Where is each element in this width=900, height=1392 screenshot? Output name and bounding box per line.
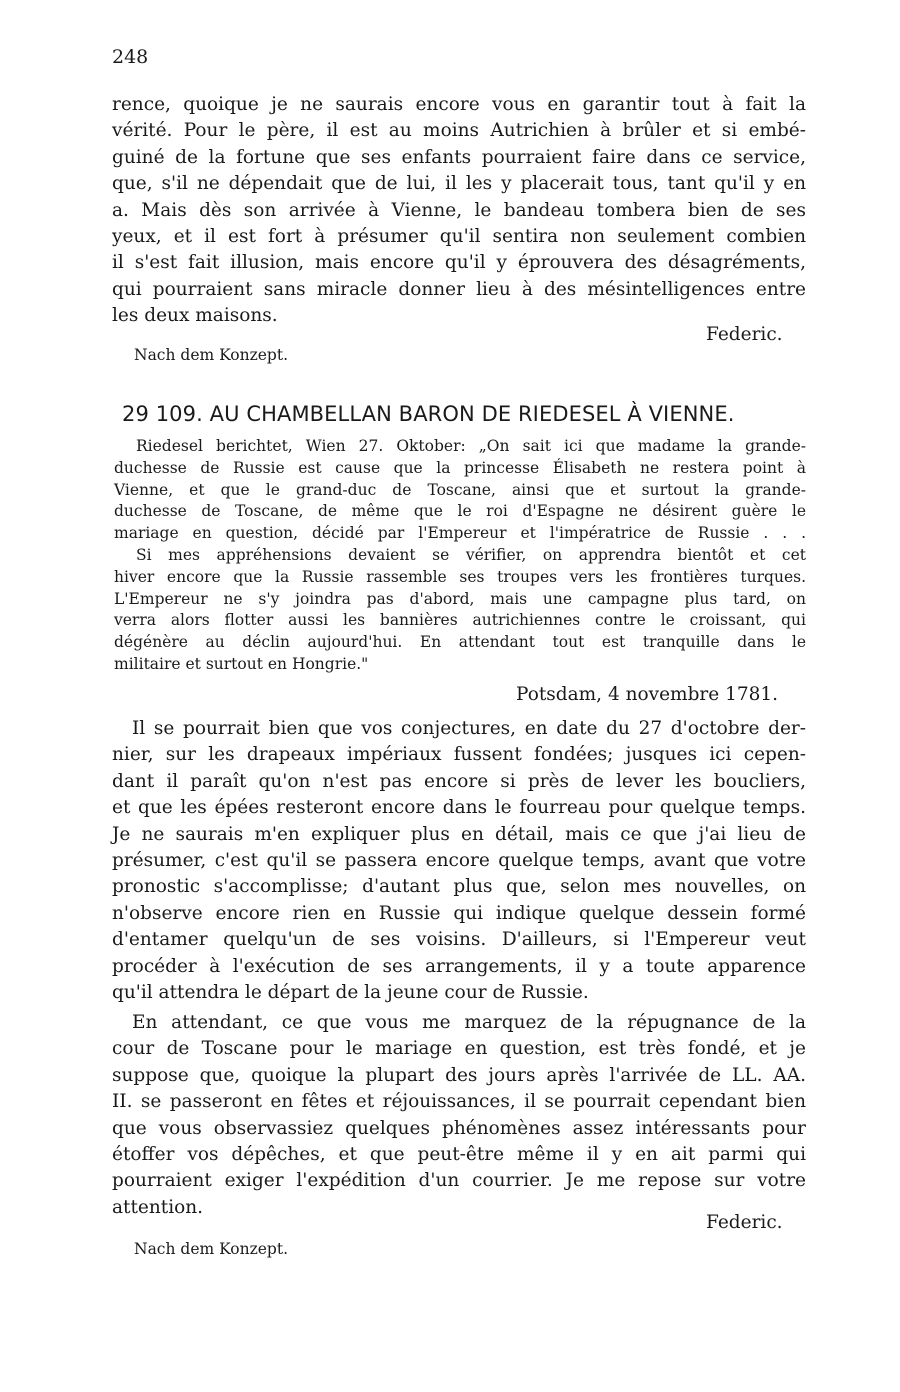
body-paragraph [112,716,806,1006]
text-line: militaire et surtout en Hongrie." [114,654,369,673]
text-line: présumer, c'est qu'il se passera encore quelque temps, avant que votre [112,850,806,872]
letter-heading: 29 109. AU CHAMBELLAN BARON DE RIEDESEL À VIENNE. [122,402,735,426]
signature: Federic. [706,1212,783,1233]
text-line: d'entamer quelqu'un de ses voisins. D'ailleurs, si l'Empereur veut [112,929,806,951]
source-note: Nach dem Konzept. [134,1240,289,1258]
text-line: Il se pourrait bien que vos conjectures, en date du 27 d'octobre der- [132,718,806,739]
text-line: étoffer vos dépêches, et que peut-être même il y en ait parmi qui [112,1144,806,1166]
source-note: Nach dem Konzept. [134,346,289,364]
text-line: rence, quoique je ne saurais encore vous en garantir tout à fait la [112,94,806,115]
text-line: qui pourraient sans miracle donner lieu à des mésintelligences entre [112,278,806,300]
letter-summary [114,436,806,676]
text-line: dant il paraît qu'on n'est pas encore si près de lever les boucliers, [112,770,806,792]
text-line: Je ne saurais m'en expliquer plus en détail, mais ce que j'ai lieu de [112,823,806,845]
text-line: Riedesel berichtet, Wien 27. Oktober: „On sait ici que madame la grande- [136,437,806,455]
text-line: suppose que, quoique la plupart des jours après l'arrivée de LL. AA. [112,1064,806,1086]
text-line: guiné de la fortune que ses enfants pourraient faire dans ce service, [112,146,806,168]
text-line: attention. [112,1196,204,1218]
top-paragraph [112,92,806,330]
text-line: pourraient exiger l'expédition d'un courrier. Je me repose sur votre [112,1170,806,1192]
page-number: 248 [112,46,149,68]
text-line: En attendant, ce que vous me marquez de la répugnance de la [132,1012,806,1033]
text-line: cour de Toscane pour le mariage en question, est très fondé, et je [112,1038,806,1060]
text-line: verra alors flotter aussi les bannières autrichiennes contre le croissant, qui [114,611,806,630]
text-line: procéder à l'exécution de ses arrangements, il y a toute apparence [112,955,806,977]
text-line: et que les épées resteront encore dans le fourreau pour quelque temps. [112,797,806,819]
text-line: Vienne, et que le grand-duc de Toscane, ainsi que et surtout la grande- [114,480,806,499]
text-line: qu'il attendra le départ de la jeune cour de Russie. [112,982,589,1004]
text-line: n'observe encore rien en Russie qui indique quelque dessein formé [112,902,806,924]
dateline: Potsdam, 4 novembre 1781. [516,684,779,705]
text-line: nier, sur les drapeaux impériaux fussent fondées; jusques ici cepen- [112,744,806,766]
text-line: il s'est fait illusion, mais encore qu'il y éprouvera des désagréments, [112,252,806,274]
text-line: duchesse de Russie est cause que la princesse Élisabeth ne restera point à [114,458,806,477]
text-line: que, s'il ne dépendait que de lui, il les y placerait tous, tant qu'il y en [112,173,806,195]
text-line: yeux, et il est fort à présumer qu'il sentira non seulement combien [112,226,806,248]
text-line: les deux maisons. [112,305,278,327]
text-line: a. Mais dès son arrivée à Vienne, le bandeau tombera bien de ses [112,199,806,221]
text-line: L'Empereur ne s'y joindra pas d'abord, mais une campagne plus tard, on [114,589,806,608]
text-line: dégénère au déclin aujourd'hui. En attendant tout est tranquille dans le [114,633,806,652]
signature: Federic. [706,324,783,345]
text-line: mariage en question, décidé par l'Empereur et l'impératrice de Russie . . . [114,524,806,543]
text-line: que vous observassiez quelques phénomènes assez intéressants pour [112,1117,806,1139]
text-line: vérité. Pour le père, il est au moins Autrichien à brûler et si embé- [112,120,806,142]
body-paragraph [112,1010,806,1221]
text-line: hiver encore que la Russie rassemble ses troupes vers les frontières turques. [114,567,806,586]
text-line: duchesse de Toscane, de même que le roi d'Espagne ne désirent guère le [114,502,806,521]
text-line: II. se passeront en fêtes et réjouissances, il se pourrait cependant bien [112,1091,806,1113]
text-line: pronostic s'accomplisse; d'autant plus que, selon mes nouvelles, on [112,876,806,898]
text-line: Si mes appréhensions devaient se vérifier, on apprendra bientôt et cet [136,545,806,564]
